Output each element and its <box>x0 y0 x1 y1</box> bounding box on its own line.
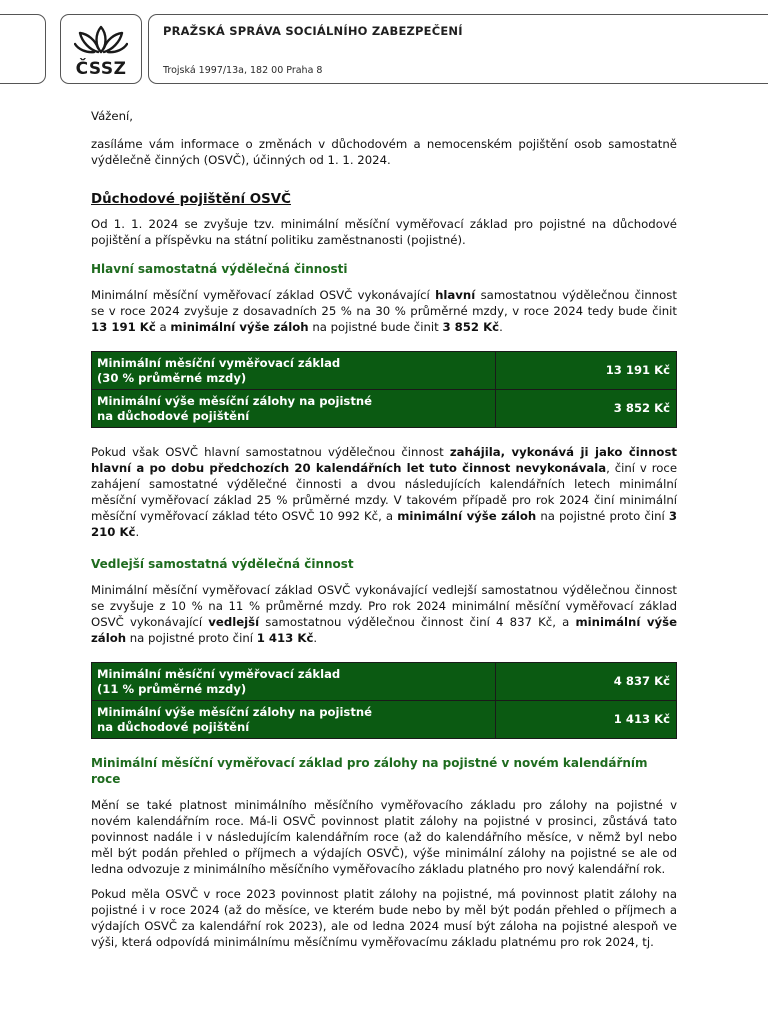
subheading-main-activity: Hlavní samostatná výdělečná činnosti <box>91 262 348 276</box>
subheading-secondary-activity: Vedlejší samostatná výdělečná činnost <box>91 557 354 571</box>
main-activity-paragraph: Minimální měsíční vyměřovací základ OSVČ vykonávající hlavní samostatnou výdělečnou činnost se v roce 2024 zvyšuje z dosavadních 25 % na 30 % průměrné mzdy, v roce 2024 tedy bude činit 13 191 Kč a minimální výše záloh na pojistné bude činit 3 852 Kč. <box>91 288 677 334</box>
table-cell-label: Minimální výše měsíční zálohy na pojistné na důchodové pojištění <box>92 390 496 428</box>
table-cell-label: Minimální výše měsíční zálohy na pojistné na důchodové pojištění <box>92 701 496 739</box>
header-info-panel <box>148 14 768 84</box>
lotus-flower-icon <box>74 24 128 56</box>
new-activity-paragraph: Pokud však OSVČ hlavní samostatnou výdělečnou činnost zahájila, vykonává ji jako činnost hlavní a po dobu předchozích 20 kalendářních let tuto činnost nevykonávala, činí v roce zahájení samostatné výdělečné činnosti a dvou následujících kalendářních letech minimální měsíční vyměřovací základ 25 % průměrné mzdy. V takovém případě pro rok 2024 činí minimální měsíční vyměřovací základ této OSVČ 10 992 Kč, a minimální výše záloh na pojistné proto činí 3 210 Kč. <box>91 445 678 539</box>
table-cell-label: Minimální měsíční vyměřovací základ (30 % průměrné mzdy) <box>92 352 496 390</box>
table-row <box>92 663 677 701</box>
intro-paragraph: zasíláme vám informace o změnách v důchodovém a nemocenském pojištění osob samostatně výdělečně činných (OSVČ), účinných od 1. 1. 2024. <box>91 137 677 167</box>
header-side-panel <box>0 14 46 84</box>
pension-intro-paragraph: Od 1. 1. 2024 se zvyšuje tzv. minimální měsíční vyměřovací základ pro pojistné na důchodové pojištění a příspěvku na státní politiku zaměstnanosti (pojistné). <box>91 217 677 247</box>
secondary-activity-paragraph: Minimální měsíční vyměřovací základ OSVČ vykonávající vedlejší samostatnou výdělečnou činnost se zvyšuje z 10 % na 11 % průměrné mzdy. Pro rok 2024 minimální měsíční vyměřovací základ OSVČ vykonávající vedlejší samostatnou výdělečnou činnost činí 4 837 Kč, a minimální výše záloh na pojistné proto činí 1 413 Kč. <box>91 583 677 645</box>
table-row <box>92 701 677 739</box>
logo-wordmark: ČSSZ <box>75 59 127 79</box>
table-cell-value: 4 837 Kč <box>496 663 677 701</box>
cssz-logo <box>60 14 142 84</box>
table-cell-value: 1 413 Kč <box>496 701 677 739</box>
main-activity-table <box>91 351 677 428</box>
subheading-new-year: Minimální měsíční vyměřovací základ pro zálohy na pojistné v novém kalendářním roce <box>91 756 648 786</box>
table-cell-value: 13 191 Kč <box>496 352 677 390</box>
table-cell-label: Minimální měsíční vyměřovací základ (11 % průměrné mzdy) <box>92 663 496 701</box>
organization-name: PRAŽSKÁ SPRÁVA SOCIÁLNÍHO ZABEZPEČENÍ <box>163 24 463 38</box>
greeting: Vážení, <box>91 109 133 123</box>
table-row <box>92 390 677 428</box>
secondary-activity-table <box>91 662 677 739</box>
table-row <box>92 352 677 390</box>
letter-body <box>91 108 677 959</box>
table-cell-value: 3 852 Kč <box>496 390 677 428</box>
section-heading-pension: Důchodové pojištění OSVČ <box>91 192 291 207</box>
organization-address: Trojská 1997/13a, 182 00 Praha 8 <box>163 65 323 76</box>
new-year-paragraph-2: Pokud měla OSVČ v roce 2023 povinnost platit zálohy na pojistné, má povinnost platit zálohy na pojistné i v roce 2024 (až do měsíce, ve kterém bude nebo by měl být podán přehled o příjmech a výdajích OSVČ za kalendářní rok 2023), ale od ledna 2024 musí být záloha na pojistné alespoň ve výši, která odpovídá minimálnímu měsíčnímu vyměřovacímu základu platnému pro rok 2024, tj. <box>91 887 677 949</box>
new-year-paragraph-1: Mění se také platnost minimálního měsíčního vyměřovacího základu pro zálohy na pojistné v novém kalendářním roce. Má-li OSVČ povinnost platit zálohy na pojistné v prosinci, zůstává tato povinnost nadále i v následujícím kalendářním roce (až do kalendářního měsíce, v němž byl nebo měl být podán přehled o příjmech a výdajích OSVČ), výše minimální zálohy na pojistné se ale od ledna odvozuje z minimálního měsíčního vyměřovacího základu platného pro nový kalendářní rok. <box>91 798 677 876</box>
